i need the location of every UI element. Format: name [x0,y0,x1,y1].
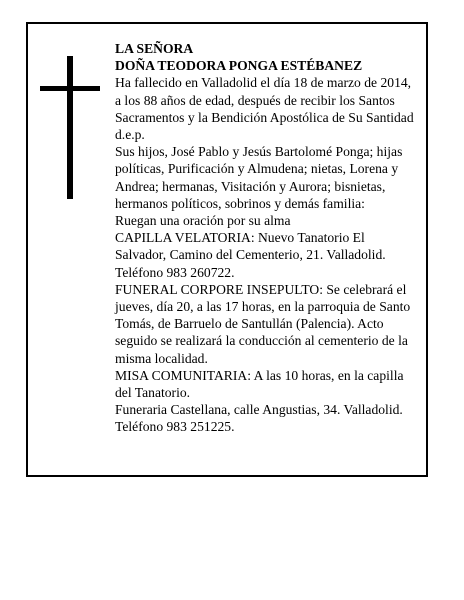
funeral-info: FUNERAL CORPORE INSEPULTO: Se celebrará el jueves, día 20, a las 17 horas, en la parroquia de Santo Tomás, de Barruelo de Santullán (Palencia). Acto seguido se realizará la conducción al cementerio de la misma localidad. [115,281,411,366]
wake-chapel-info: CAPILLA VELATORIA: Nuevo Tanatorio El Salvador, Camino del Cementerio, 21. Valladolid. Teléfono 983 260722. [115,230,386,280]
deceased-name: DOÑA TEODORA PONGA ESTÉBANEZ [115,58,363,74]
community-mass-info: MISA COMUNITARIA: A las 10 horas, en la capilla del Tanatorio. [115,367,404,401]
cross-vertical-bar [67,56,73,199]
title-line-1: LA SEÑORA [115,41,194,56]
funeral-home-info: Funeraria Castellana, calle Angustias, 34. Valladolid. Teléfono 983 251225. [115,402,403,435]
cross-horizontal-bar [40,86,100,91]
death-announcement: Ha fallecido en Valladolid el día 18 de marzo de 2014, a los 88 años de edad, después de recibir los Santos Sacramentos y la Bendición Apostólica de Su Santidad d.e.p. [115,75,414,143]
obituary-text [115,40,417,436]
family-list: Sus hijos, José Pablo y Jesús Bartolomé Ponga; hijas políticas, Purificación y Almudena; nietas, Lorena y Andrea; hermanas, Visitación y Aurora; bisnietas, hermanos políticos, sobrinos y demás familia: [115,144,403,211]
cross-icon [40,56,100,199]
obituary-notice [26,22,428,477]
prayer-request: Ruegan una oración por su alma [115,213,291,229]
